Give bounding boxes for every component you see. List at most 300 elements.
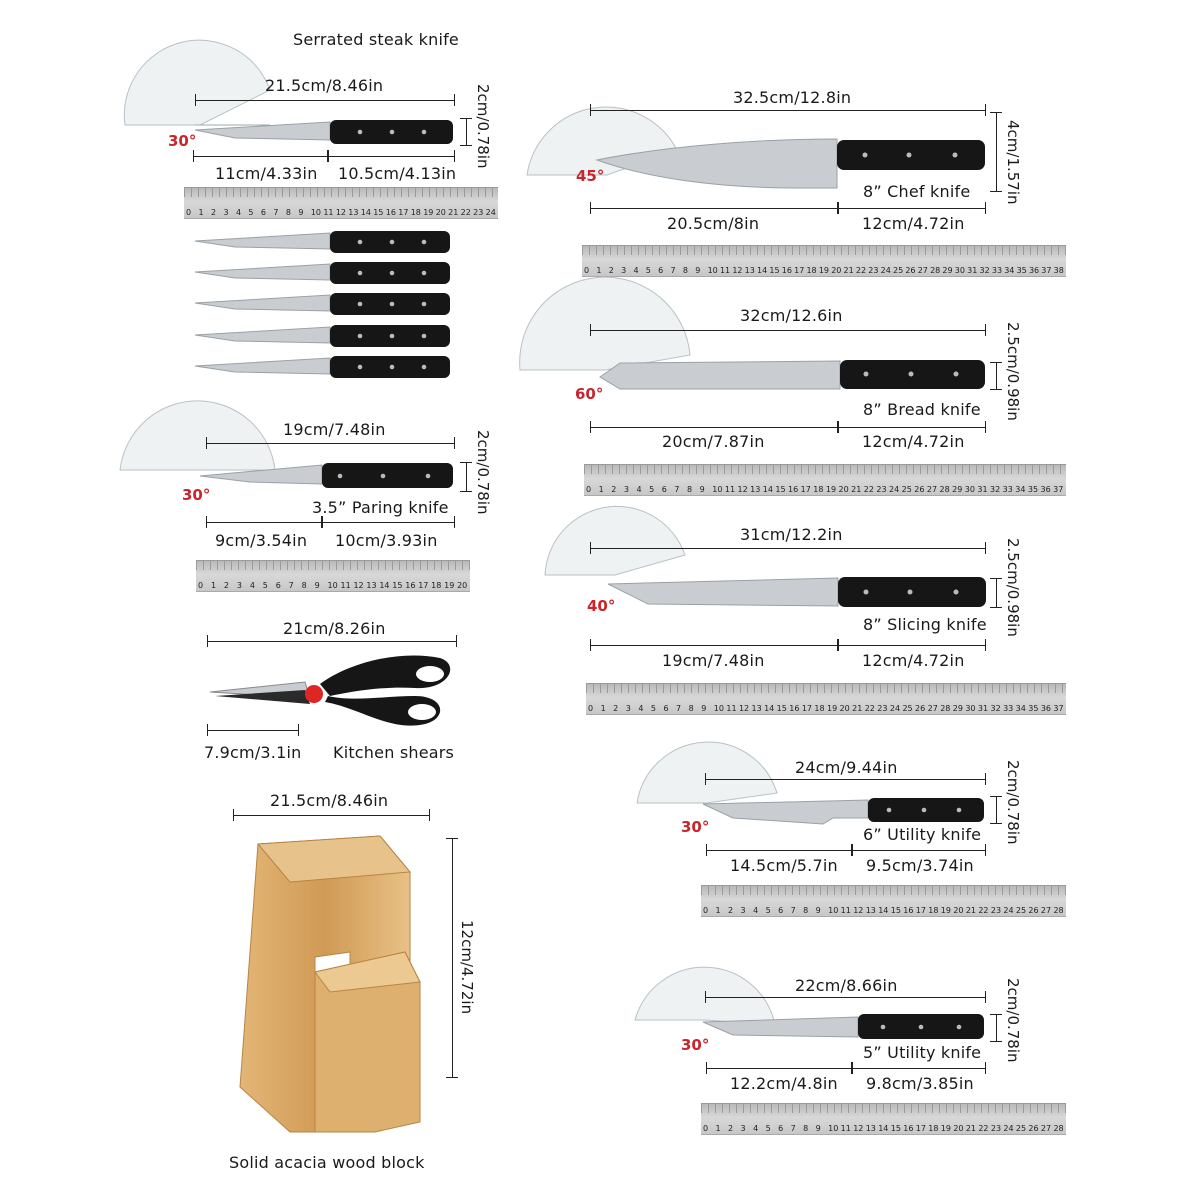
ruler-tick-number: 4 — [633, 266, 639, 275]
ruler-tick-number: 0 — [703, 906, 709, 915]
block-width-dim — [233, 815, 430, 816]
ruler-tick-number: 3 — [621, 266, 627, 275]
ruler-numbers — [198, 581, 470, 590]
ruler-tick-number: 2 — [608, 266, 614, 275]
ruler-tick-number: 3 — [236, 581, 242, 590]
ruler-numbers — [588, 704, 1066, 713]
serrated-handle-label: 10.5cm/4.13in — [338, 164, 457, 183]
ruler-tick-number: 22 — [855, 266, 867, 275]
paring-blade-dim — [206, 522, 322, 523]
slicing-knife-name: 8” Slicing knife — [863, 615, 987, 634]
ruler-tick-number: 3 — [625, 704, 631, 713]
paring-handle-dim — [322, 522, 455, 523]
ruler-tick-number: 30 — [954, 266, 965, 275]
bread-total-label: 32cm/12.6in — [740, 306, 843, 325]
ruler-bread — [584, 464, 1066, 496]
ruler-numbers — [703, 906, 1066, 915]
ruler-tick-number: 11 — [840, 906, 851, 915]
ruler-tick-number: 28 — [1053, 906, 1064, 915]
slicing-height-dim — [996, 578, 997, 608]
ruler-tick-number: 1 — [600, 704, 606, 713]
paring-blade-label: 9cm/3.54in — [215, 531, 308, 550]
ruler-tick-number: 4 — [638, 704, 644, 713]
utility6-total-dim — [705, 779, 986, 780]
ruler-tick-number: 13 — [348, 208, 359, 217]
ruler-tick-number: 12 — [732, 266, 743, 275]
block-name: Solid acacia wood block — [229, 1153, 425, 1172]
ruler-tick-number: 26 — [905, 266, 916, 275]
ruler-tick-number: 13 — [865, 1124, 876, 1133]
ruler-numbers — [584, 266, 1066, 275]
ruler-tick-number: 23 — [868, 266, 879, 275]
utility5-blade-dim — [706, 1068, 852, 1069]
ruler-tick-number: 12 — [353, 581, 364, 590]
chef-handle-dim — [838, 208, 986, 209]
ruler-tick-number: 8 — [688, 704, 694, 713]
ruler-tick-number: 15 — [392, 581, 403, 590]
ruler-tick-number: 4 — [249, 581, 255, 590]
ruler-tick-number: 23 — [877, 704, 888, 713]
utility6-height-dim — [996, 796, 997, 824]
ruler-tick-number: 24 — [880, 266, 891, 275]
ruler-tick-number: 12 — [738, 704, 750, 713]
ruler-tick-number: 33 — [991, 266, 1003, 275]
ruler-tick-number: 24 — [889, 704, 901, 713]
ruler-tick-number: 37 — [1053, 704, 1064, 713]
ruler-tick-number: 32 — [979, 266, 990, 275]
serrated-knife-set — [195, 228, 457, 388]
ruler-tick-number: 24 — [485, 208, 496, 217]
ruler-tick-number: 1 — [210, 581, 217, 590]
ruler-tick-number: 0 — [703, 1124, 709, 1133]
serrated-knife-name: Serrated steak knife — [293, 30, 459, 49]
bread-blade-label: 20cm/7.87in — [662, 432, 765, 451]
ruler-tick-number: 32 — [990, 704, 1001, 713]
ruler-tick-number: 10 — [327, 581, 338, 590]
ruler-tick-number: 17 — [801, 704, 813, 713]
serrated-angle: 30° — [168, 132, 197, 150]
ruler-tick-number: 3 — [223, 208, 229, 217]
serrated-total-label: 21.5cm/8.46in — [265, 76, 384, 95]
paring-total-dim — [206, 443, 455, 444]
ruler-tick-number: 0 — [198, 581, 204, 590]
bread-handle-label: 12cm/4.72in — [862, 432, 965, 451]
chef-height-label: 4cm/1.57in — [1004, 120, 1022, 205]
ruler-tick-number: 24 — [889, 485, 900, 494]
ruler-tick-number: 19 — [818, 266, 830, 275]
ruler-tick-number: 38 — [1053, 266, 1064, 275]
ruler-tick-number: 9 — [298, 208, 304, 217]
ruler-tick-number: 17 — [794, 266, 805, 275]
ruler-tick-number: 17 — [418, 581, 429, 590]
utility6-handle-dim — [852, 850, 986, 851]
ruler-utility5 — [701, 1103, 1066, 1135]
ruler-tick-number: 6 — [663, 704, 669, 713]
slicing-handle-label: 12cm/4.72in — [862, 651, 965, 670]
ruler-tick-number: 36 — [1028, 266, 1040, 275]
ruler-tick-number: 25 — [892, 266, 904, 275]
block-width-label: 21.5cm/8.46in — [270, 791, 389, 810]
ruler-serrated — [184, 187, 498, 219]
ruler-tick-number: 5 — [645, 266, 651, 275]
ruler-tick-number: 20 — [953, 906, 964, 915]
utility5-height-label: 2cm/0.78in — [1004, 978, 1022, 1063]
chef-total-dim — [590, 110, 986, 111]
ruler-tick-number: 20 — [457, 581, 468, 590]
slicing-knife — [608, 574, 990, 612]
chef-angle: 45° — [576, 167, 605, 185]
chef-total-label: 32.5cm/12.8in — [733, 88, 852, 107]
ruler-tick-number: 21 — [852, 704, 863, 713]
ruler-tick-number: 34 — [1015, 485, 1026, 494]
ruler-tick-number: 4 — [235, 208, 242, 217]
serrated-knife-main — [195, 118, 457, 148]
ruler-tick-number: 21 — [965, 1124, 977, 1133]
utility5-blade-label: 12.2cm/4.8in — [730, 1074, 838, 1093]
ruler-tick-number: 31 — [977, 704, 989, 713]
utility5-handle-dim — [852, 1068, 986, 1069]
ruler-tick-number: 27 — [1040, 1124, 1052, 1133]
ruler-tick-number: 0 — [586, 485, 592, 494]
ruler-tick-number: 11 — [323, 208, 334, 217]
ruler-tick-number: 17 — [398, 208, 409, 217]
paring-knife-name: 3.5” Paring knife — [312, 498, 449, 517]
ruler-tick-number: 14 — [878, 906, 889, 915]
ruler-tick-number: 15 — [890, 1124, 901, 1133]
bread-blade-dim — [590, 427, 838, 428]
utility6-blade-dim — [706, 850, 852, 851]
ruler-tick-number: 7 — [670, 266, 676, 275]
utility5-knife-name: 5” Utility knife — [863, 1043, 982, 1062]
ruler-tick-number: 34 — [1004, 266, 1015, 275]
ruler-tick-number: 9 — [701, 704, 707, 713]
ruler-tick-number: 24 — [1003, 906, 1014, 915]
ruler-tick-number: 27 — [917, 266, 928, 275]
ruler-numbers — [586, 485, 1066, 494]
utility5-knife — [703, 1012, 988, 1044]
ruler-tick-number: 14 — [360, 208, 371, 217]
ruler-tick-number: 8 — [687, 485, 693, 494]
ruler-tick-number: 12 — [737, 485, 748, 494]
ruler-tick-number: 6 — [275, 581, 281, 590]
ruler-tick-number: 15 — [775, 485, 786, 494]
ruler-tick-number: 10 — [712, 485, 723, 494]
utility6-blade-label: 14.5cm/5.7in — [730, 856, 838, 875]
utility5-total-label: 22cm/8.66in — [795, 976, 898, 995]
ruler-tick-number: 20 — [839, 704, 850, 713]
ruler-tick-number: 8 — [301, 581, 307, 590]
chef-blade-label: 20.5cm/8in — [667, 214, 760, 233]
ruler-tick-number: 22 — [864, 704, 875, 713]
ruler-tick-number: 1 — [596, 266, 602, 275]
ruler-tick-number: 5 — [649, 485, 655, 494]
slicing-blade-label: 19cm/7.48in — [662, 651, 765, 670]
ruler-tick-number: 7 — [674, 485, 680, 494]
ruler-tick-number: 8 — [803, 906, 809, 915]
ruler-tick-number: 5 — [765, 1124, 771, 1133]
ruler-tick-number: 3 — [623, 485, 629, 494]
ruler-tick-number: 35 — [1027, 485, 1039, 494]
ruler-tick-number: 16 — [781, 266, 792, 275]
ruler-tick-number: 14 — [379, 581, 390, 590]
ruler-slicing — [586, 683, 1066, 715]
kitchen-shears — [210, 652, 455, 734]
ruler-tick-number: 6 — [260, 208, 266, 217]
ruler-tick-number: 4 — [636, 485, 642, 494]
ruler-tick-number: 20 — [435, 208, 446, 217]
bread-knife — [600, 357, 990, 395]
shears-name: Kitchen shears — [333, 743, 455, 762]
ruler-tick-number: 14 — [757, 266, 768, 275]
ruler-tick-number: 13 — [366, 581, 377, 590]
ruler-tick-number: 2 — [611, 485, 617, 494]
utility5-height-dim — [996, 1014, 997, 1042]
shears-total-dim — [207, 641, 457, 642]
ruler-tick-number: 7 — [288, 581, 294, 590]
paring-total-label: 19cm/7.48in — [283, 420, 386, 439]
ruler-tick-number: 21 — [448, 208, 459, 217]
paring-height-dim — [466, 462, 467, 492]
ruler-tick-number: 16 — [788, 485, 799, 494]
utility5-total-dim — [705, 997, 986, 998]
slicing-angle: 40° — [587, 597, 616, 615]
ruler-tick-number: 28 — [1053, 1124, 1064, 1133]
paring-height-label: 2cm/0.78in — [474, 430, 492, 515]
ruler-tick-number: 10 — [828, 1124, 839, 1133]
slicing-height-label: 2.5cm/0.98in — [1004, 538, 1022, 637]
bread-height-label: 2.5cm/0.98in — [1004, 322, 1022, 421]
ruler-tick-number: 21 — [843, 266, 854, 275]
ruler-tick-number: 30 — [964, 485, 975, 494]
ruler-tick-number: 21 — [851, 485, 862, 494]
utility6-total-label: 24cm/9.44in — [795, 758, 898, 777]
ruler-tick-number: 34 — [1015, 704, 1026, 713]
ruler-tick-number: 20 — [831, 266, 842, 275]
ruler-tick-number: 26 — [1028, 906, 1039, 915]
ruler-tick-number: 6 — [778, 906, 784, 915]
shears-blade-dim — [207, 730, 299, 731]
ruler-tick-number: 8 — [682, 266, 688, 275]
utility6-handle-label: 9.5cm/3.74in — [866, 856, 974, 875]
ruler-tick-number: 10 — [707, 266, 718, 275]
ruler-tick-number: 35 — [1028, 704, 1039, 713]
ruler-tick-number: 9 — [815, 1124, 821, 1133]
paring-angle: 30° — [182, 486, 211, 504]
ruler-tick-number: 19 — [940, 906, 951, 915]
utility5-handle-label: 9.8cm/3.85in — [866, 1074, 974, 1093]
ruler-tick-number: 11 — [840, 1124, 851, 1133]
ruler-tick-number: 29 — [942, 266, 953, 275]
ruler-tick-number: 27 — [1040, 906, 1052, 915]
utility5-angle: 30° — [681, 1036, 710, 1054]
ruler-tick-number: 23 — [876, 485, 887, 494]
ruler-tick-number: 13 — [865, 906, 876, 915]
ruler-tick-number: 16 — [903, 906, 914, 915]
ruler-tick-number: 5 — [765, 906, 771, 915]
slicing-handle-dim — [838, 645, 986, 646]
ruler-tick-number: 27 — [927, 704, 938, 713]
ruler-tick-number: 15 — [373, 208, 384, 217]
ruler-tick-number: 18 — [806, 266, 817, 275]
ruler-tick-number: 30 — [965, 704, 976, 713]
ruler-tick-number: 9 — [815, 906, 821, 915]
ruler-tick-number: 18 — [928, 906, 939, 915]
ruler-chef — [582, 245, 1066, 277]
ruler-tick-number: 8 — [285, 208, 291, 217]
ruler-tick-number: 19 — [825, 485, 837, 494]
ruler-tick-number: 11 — [724, 485, 736, 494]
ruler-tick-number: 32 — [990, 485, 1001, 494]
ruler-tick-number: 3 — [740, 906, 746, 915]
ruler-tick-number: 9 — [699, 485, 705, 494]
ruler-tick-number: 2 — [728, 906, 734, 915]
ruler-tick-number: 14 — [764, 704, 775, 713]
ruler-tick-number: 18 — [928, 1124, 939, 1133]
ruler-tick-number: 1 — [198, 208, 204, 217]
serrated-blade-label: 11cm/4.33in — [215, 164, 318, 183]
ruler-tick-number: 23 — [990, 906, 1002, 915]
ruler-tick-number: 16 — [903, 1124, 914, 1133]
utility6-knife — [703, 796, 988, 828]
ruler-tick-number: 9 — [314, 581, 320, 590]
ruler-tick-number: 12 — [335, 208, 346, 217]
ruler-numbers — [186, 208, 498, 217]
ruler-tick-number: 28 — [940, 704, 951, 713]
ruler-tick-number: 17 — [915, 1124, 926, 1133]
ruler-tick-number: 14 — [762, 485, 773, 494]
ruler-numbers — [703, 1124, 1066, 1133]
ruler-tick-number: 15 — [776, 704, 787, 713]
ruler-tick-number: 15 — [890, 906, 901, 915]
ruler-tick-number: 19 — [423, 208, 434, 217]
ruler-tick-number: 1 — [715, 906, 721, 915]
chef-blade-dim — [590, 208, 838, 209]
ruler-tick-number: 19 — [444, 581, 455, 590]
block-height-dim — [452, 838, 453, 1078]
slicing-blade-dim — [590, 645, 838, 646]
bread-height-dim — [996, 362, 997, 390]
ruler-tick-number: 4 — [753, 906, 759, 915]
ruler-tick-number: 36 — [1040, 485, 1051, 494]
ruler-tick-number: 22 — [863, 485, 874, 494]
ruler-tick-number: 21 — [965, 906, 977, 915]
ruler-tick-number: 1 — [715, 1124, 721, 1133]
ruler-tick-number: 9 — [695, 266, 701, 275]
ruler-tick-number: 0 — [584, 266, 590, 275]
wood-block — [230, 832, 430, 1132]
shears-blade-label: 7.9cm/3.1in — [204, 743, 302, 762]
ruler-tick-number: 31 — [977, 485, 988, 494]
slicing-total-label: 31cm/12.2in — [740, 525, 843, 544]
ruler-tick-number: 3 — [740, 1124, 746, 1133]
paring-handle-label: 10cm/3.93in — [335, 531, 438, 550]
ruler-tick-number: 10 — [713, 704, 724, 713]
serrated-total-dim — [195, 100, 455, 101]
ruler-tick-number: 16 — [385, 208, 396, 217]
ruler-tick-number: 28 — [930, 266, 941, 275]
ruler-tick-number: 7 — [790, 906, 796, 915]
ruler-tick-number: 18 — [431, 581, 442, 590]
ruler-tick-number: 11 — [719, 266, 731, 275]
ruler-tick-number: 25 — [1015, 906, 1027, 915]
ruler-tick-number: 31 — [967, 266, 978, 275]
ruler-tick-number: 11 — [726, 704, 737, 713]
ruler-tick-number: 26 — [1028, 1124, 1039, 1133]
ruler-tick-number: 22 — [460, 208, 471, 217]
ruler-tick-number: 22 — [978, 906, 989, 915]
chef-knife-name: 8” Chef knife — [863, 182, 971, 201]
ruler-tick-number: 25 — [1015, 1124, 1027, 1133]
ruler-tick-number: 24 — [1003, 1124, 1014, 1133]
ruler-tick-number: 17 — [915, 906, 926, 915]
serrated-height-label: 2cm/0.78in — [474, 84, 492, 169]
ruler-tick-number: 2 — [613, 704, 619, 713]
ruler-tick-number: 26 — [915, 704, 926, 713]
ruler-tick-number: 8 — [803, 1124, 809, 1133]
ruler-tick-number: 27 — [926, 485, 938, 494]
ruler-tick-number: 33 — [1003, 704, 1014, 713]
ruler-tick-number: 11 — [340, 581, 351, 590]
ruler-tick-number: 36 — [1040, 704, 1051, 713]
ruler-tick-number: 22 — [978, 1124, 989, 1133]
ruler-tick-number: 12 — [853, 906, 864, 915]
utility6-height-label: 2cm/0.78in — [1004, 760, 1022, 845]
bread-handle-dim — [838, 427, 986, 428]
ruler-tick-number: 7 — [790, 1124, 796, 1133]
ruler-tick-number: 6 — [661, 485, 667, 494]
serrated-blade-dim — [193, 156, 328, 157]
slicing-total-dim — [590, 548, 986, 549]
utility6-angle: 30° — [681, 818, 710, 836]
serrated-handle-dim — [328, 156, 455, 157]
ruler-tick-number: 26 — [914, 485, 925, 494]
ruler-tick-number: 12 — [853, 1124, 864, 1133]
ruler-tick-number: 2 — [210, 208, 217, 217]
ruler-tick-number: 19 — [940, 1124, 951, 1133]
ruler-tick-number: 20 — [953, 1124, 964, 1133]
ruler-tick-number: 15 — [769, 266, 780, 275]
bread-total-dim — [590, 330, 986, 331]
ruler-tick-number: 35 — [1016, 266, 1027, 275]
ruler-tick-number: 1 — [598, 485, 604, 494]
ruler-tick-number: 10 — [828, 906, 839, 915]
ruler-tick-number: 28 — [939, 485, 950, 494]
ruler-tick-number: 23 — [473, 208, 484, 217]
ruler-utility6 — [701, 885, 1066, 917]
ruler-tick-number: 16 — [405, 581, 416, 590]
ruler-tick-number: 29 — [952, 704, 963, 713]
utility6-knife-name: 6” Utility knife — [863, 825, 982, 844]
ruler-tick-number: 20 — [838, 485, 849, 494]
ruler-paring — [196, 560, 470, 592]
serrated-height-dim — [466, 118, 467, 146]
ruler-tick-number: 25 — [901, 485, 912, 494]
ruler-tick-number: 7 — [273, 208, 279, 217]
chef-height-dim — [996, 112, 997, 192]
ruler-tick-number: 7 — [676, 704, 682, 713]
ruler-tick-number: 13 — [751, 704, 762, 713]
ruler-tick-number: 2 — [728, 1124, 734, 1133]
ruler-tick-number: 5 — [248, 208, 254, 217]
paring-knife — [200, 460, 460, 492]
ruler-tick-number: 16 — [789, 704, 800, 713]
ruler-tick-number: 4 — [753, 1124, 759, 1133]
ruler-tick-number: 18 — [410, 208, 421, 217]
ruler-tick-number: 17 — [800, 485, 811, 494]
ruler-tick-number: 18 — [814, 704, 825, 713]
ruler-tick-number: 10 — [310, 208, 322, 217]
ruler-tick-number: 13 — [750, 485, 761, 494]
